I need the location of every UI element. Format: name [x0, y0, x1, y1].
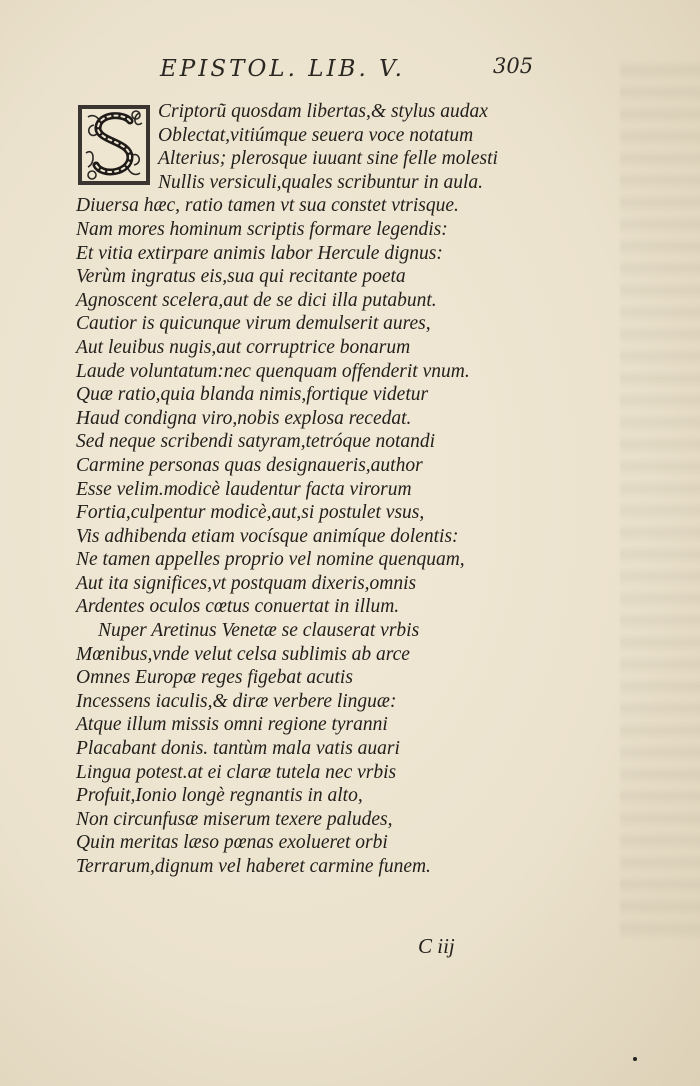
verse-line: Ardentes oculos cœtus conuertat in illum. — [76, 596, 400, 618]
signature-mark: C iij — [418, 934, 455, 958]
verse-line: Atque illum missis omni regione tyranni — [76, 714, 388, 736]
verse-line: Non circunfusæ miserum texere paludes, — [76, 808, 393, 830]
verse-line: Profuit,Ionio longè regnantis in alto, — [76, 785, 363, 807]
verse-line: Nam mores hominum scriptis formare legendis: — [76, 218, 448, 240]
verse-line: Mœnibus,vnde velut celsa sublimis ab arce — [76, 643, 410, 665]
verse-line: Alterius; plerosque iuuant sine felle molesti — [158, 148, 498, 170]
verse-line: Criptorũ quosdam libertas,& stylus audax — [158, 101, 488, 122]
verse-line: Placabant donis. tantùm mala vatis auari — [76, 738, 400, 760]
verse-line: Laude voluntatum:nec quenquam offenderit vnum. — [76, 360, 470, 382]
verse-line: Omnes Europæ reges figebat acutis — [76, 667, 353, 689]
verse-text — [76, 100, 546, 879]
verse-line: Quin meritas læso pœnas exolueret orbi — [76, 832, 388, 854]
verse-line: Vis adhibenda etiam vocísque animíque dolentis: — [76, 525, 459, 547]
verse-line: Nullis versiculi,quales scribuntur in aula. — [158, 171, 483, 193]
verse-line: Cautior is quicunque virum demulserit aures, — [76, 313, 431, 335]
verse-line: Nuper Aretinus Venetæ se clauserat vrbis — [98, 620, 420, 642]
verse-line: Esse velim.modicè laudentur facta virorum — [76, 478, 412, 500]
verse-line: Agnoscent scelera,aut de se dici illa putabunt. — [76, 289, 437, 311]
show-through-text — [620, 60, 700, 940]
verse-line: Ne tamen appelles proprio vel nomine quenquam, — [76, 549, 465, 571]
verse-line: Fortia,culpentur modicè,aut,si postulet vsus, — [76, 502, 425, 524]
running-head-title: EPISTOL. LIB. V. — [160, 56, 405, 82]
verse-line: Aut ita significes,vt postquam dixeris,omnis — [76, 572, 417, 594]
verse-line: Haud condigna viro,nobis explosa recedat. — [76, 407, 412, 429]
verse-line: Lingua potest.at ei claræ tutela nec vrbis — [76, 761, 397, 783]
verse-line: Quæ ratio,quia blanda nimis,fortique videtur — [76, 384, 429, 406]
verse-line: Incessens iaculis,& diræ verbere linguæ: — [76, 690, 397, 712]
verse-line: Aut leuibus nugis,aut corruptrice bonarum — [76, 336, 411, 358]
verse-line: Diuersa hæc, ratio tamen vt sua constet vtrisque. — [76, 195, 459, 217]
verse-line: Terrarum,dignum vel haberet carmine funem. — [76, 856, 431, 877]
verse-line: Verùm ingratus eis,sua qui recitante poeta — [76, 266, 406, 288]
page-number: 305 — [493, 54, 534, 78]
verse-line: Et vitia extirpare animis labor Hercule dignus: — [76, 242, 443, 264]
verse-line: Sed neque scribendi satyram,tetróque notandi — [76, 431, 436, 453]
verse-line: Oblectat,vitiúmque seuera voce notatum — [158, 124, 474, 146]
ink-speck — [633, 1057, 637, 1061]
verse-line: Carmine personas quas designaueris,author — [76, 454, 423, 476]
